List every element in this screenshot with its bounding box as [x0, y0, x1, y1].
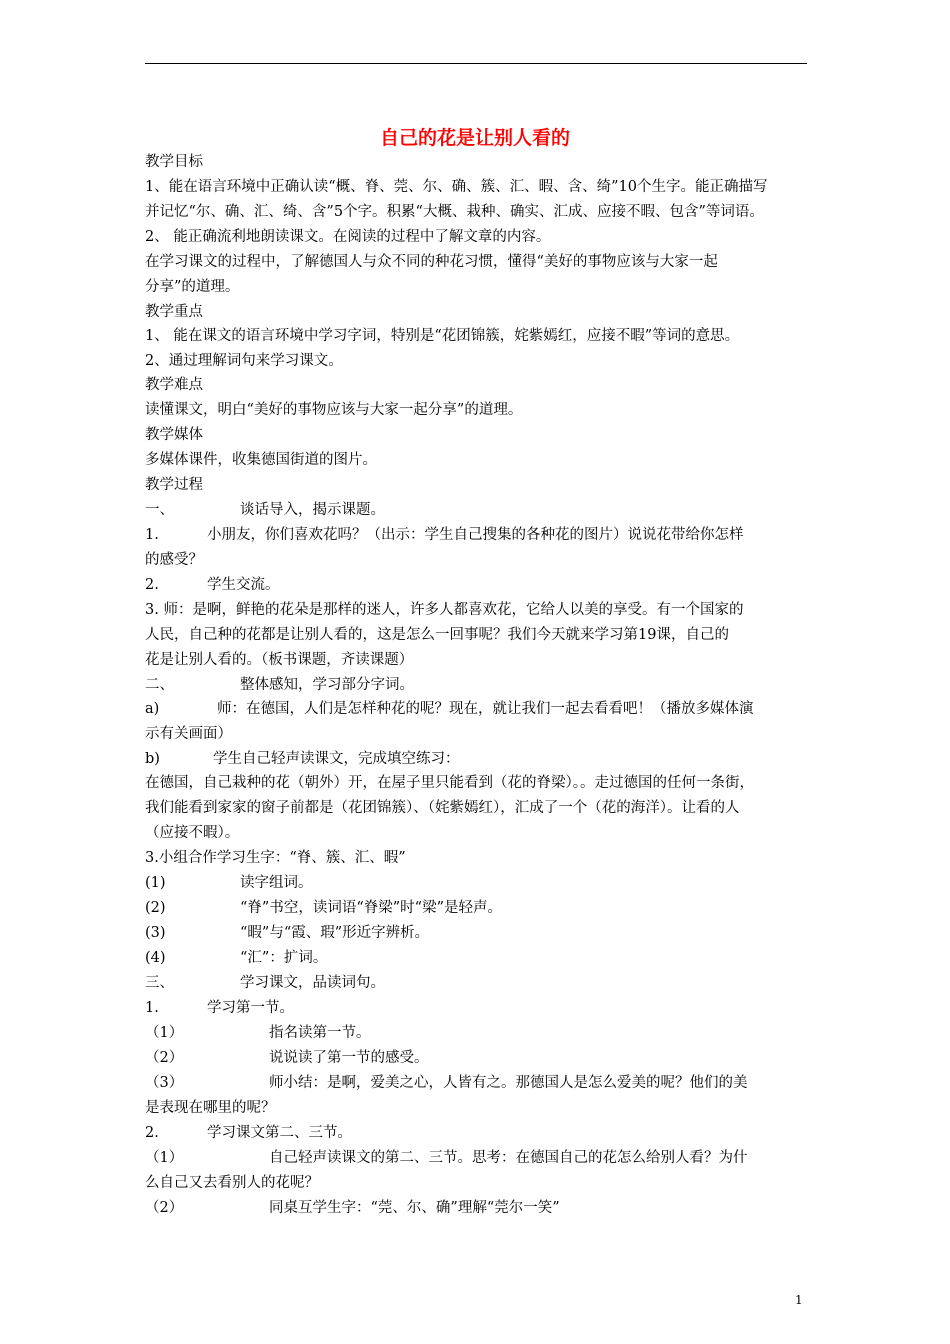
line-text: 花是让别人看的。（板书课题，齐读课题）: [145, 652, 414, 668]
text-line: [145, 823, 825, 843]
line-text: 说说读了第一节的感受。: [269, 1050, 429, 1066]
item-number: (4): [145, 950, 166, 966]
line-text: 3.小组合作学习生字：“脊、簇、汇、暇”: [145, 850, 406, 866]
line-text: 小朋友，你们喜欢花吗？（出示：学生自己搜集的各种花的图片）说说花带给你怎样: [207, 527, 744, 543]
item-number: （2）: [145, 1050, 184, 1066]
text-line: [145, 1023, 825, 1043]
item-number: (1): [145, 875, 166, 891]
text-line: [145, 351, 825, 371]
line-text: 指名读第一节。: [269, 1025, 371, 1041]
text-line: [145, 277, 825, 297]
line-text: 教学媒体: [145, 427, 203, 443]
line-text: 学习第一节。: [207, 1000, 294, 1016]
text-line: [145, 202, 825, 222]
item-number: 1.: [145, 527, 159, 543]
text-line: [145, 400, 825, 420]
line-text: 学生自己轻声读课文，完成填空练习：: [213, 751, 460, 767]
item-number: （1）: [145, 1150, 184, 1166]
text-line: [145, 375, 825, 395]
item-number: 三、: [145, 975, 174, 991]
item-number: （2）: [145, 1200, 184, 1216]
line-text: 教学重点: [145, 304, 203, 320]
text-line: [145, 1098, 825, 1118]
line-text: 整体感知，学习部分字词。: [240, 677, 414, 693]
text-line: [145, 302, 825, 322]
item-number: (2): [145, 900, 166, 916]
line-text: 1、 能在课文的语言环境中学习字词，特别是“花团锦簇，姹紫嫣红，应接不暇”等词的意思。: [145, 328, 740, 344]
page-number: 1: [795, 1293, 803, 1307]
text-line: [145, 550, 825, 570]
text-line: [145, 699, 825, 719]
text-line: [145, 650, 825, 670]
item-number: 一、: [145, 502, 174, 518]
line-text: 读懂课文，明白“美好的事物应该与大家一起分享”的道理。: [145, 402, 523, 418]
line-text: 同桌互学生字：“莞、尔、确”理解“莞尔一笑”: [269, 1200, 560, 1216]
text-line: [145, 773, 825, 793]
line-text: 学习课文第二、三节。: [207, 1125, 352, 1141]
text-line: [145, 798, 825, 818]
line-text: 分享”的道理。: [145, 279, 240, 295]
item-number: 2.: [145, 1125, 159, 1141]
line-text: 师小结：是啊，爱美之心，人皆有之。那德国人是怎么爱美的呢？他们的美: [269, 1075, 748, 1091]
line-text: 师：在德国，人们是怎样种花的呢？现在，就让我们一起去看看吧！（播放多媒体演: [217, 701, 754, 717]
text-line: [145, 948, 825, 968]
text-line: [145, 227, 825, 247]
line-text: 教学目标: [145, 154, 203, 170]
line-text: “暇”与“霞、瑕”形近字辨析。: [240, 925, 430, 941]
text-line: [145, 973, 825, 993]
line-text: 多媒体课件，收集德国街道的图片。: [145, 452, 377, 468]
line-text: 人民，自己种的花都是让别人看的，这是怎么一回事呢？我们今天就来学习第19课，自己的: [145, 627, 729, 643]
text-line: [145, 575, 825, 595]
line-text: 教学难点: [145, 377, 203, 393]
line-text: 2、 能正确流利地朗读课文。在阅读的过程中了解文章的内容。: [145, 229, 551, 245]
item-number: （1）: [145, 1025, 184, 1041]
text-line: [145, 675, 825, 695]
text-line: [145, 475, 825, 495]
line-text: 1、能在语言环境中正确认读“概、脊、莞、尔、确、簇、汇、暇、含、绮”10个生字。能正确描写: [145, 179, 768, 195]
text-line: [145, 998, 825, 1018]
text-line: [145, 1048, 825, 1068]
text-line: [145, 252, 825, 272]
item-number: b): [145, 751, 160, 767]
line-text: 学生交流。: [207, 577, 280, 593]
line-text: 在德国，自己栽种的花（朝外）开，在屋子里只能看到（花的脊梁）。。走过德国的任何一条街，: [145, 775, 754, 791]
text-line: [145, 326, 825, 346]
line-text: 的感受？: [145, 552, 203, 568]
text-line: [145, 525, 825, 545]
item-number: a): [145, 701, 160, 717]
text-line: [145, 500, 825, 520]
line-text: 我们能看到家家的窗子前都是（花团锦簇）、（姹紫嫣红），汇成了一个（花的海洋）。让看的人: [145, 800, 740, 816]
text-line: [145, 1198, 825, 1218]
text-line: [145, 625, 825, 645]
text-line: [145, 152, 825, 172]
text-line: [145, 1148, 825, 1168]
header-rule: [145, 63, 807, 64]
line-text: 教学过程: [145, 477, 203, 493]
text-line: [145, 1123, 825, 1143]
text-line: [145, 1073, 825, 1093]
line-text: 并记忆“尔、确、汇、绮、含”5个字。积累“大概、栽种、确实、汇成、应接不暇、包含”等词语。: [145, 204, 764, 220]
text-line: [145, 1173, 825, 1193]
item-number: （3）: [145, 1075, 184, 1091]
line-text: 自己轻声读课文的第二、三节。思考：在德国自己的花怎么给别人看？为什: [269, 1150, 748, 1166]
text-line: [145, 848, 825, 868]
line-text: 在学习课文的过程中，了解德国人与众不同的种花习惯，懂得“美好的事物应该与大家一起: [145, 254, 718, 270]
text-line: [145, 425, 825, 445]
document-title: 自己的花是让别人看的: [379, 127, 570, 149]
text-line: [145, 898, 825, 918]
line-text: 2、通过理解词句来学习课文。: [145, 353, 343, 369]
line-text: 读字组词。: [240, 875, 313, 891]
text-line: [145, 923, 825, 943]
line-text: （应接不暇）。: [145, 825, 240, 841]
line-text: 学习课文，品读词句。: [240, 975, 385, 991]
text-line: [145, 724, 825, 744]
line-text: “脊”书空，读词语“脊梁”时“梁”是轻声。: [240, 900, 502, 916]
text-line: [145, 873, 825, 893]
line-text: 是表现在哪里的呢？: [145, 1100, 276, 1116]
line-text: 3. 师：是啊，鲜艳的花朵是那样的迷人，许多人都喜欢花，它给人以美的享受。有一个国家的: [145, 602, 744, 618]
item-number: 1.: [145, 1000, 159, 1016]
text-line: [145, 749, 825, 769]
text-line: [145, 450, 825, 470]
item-number: (3): [145, 925, 166, 941]
line-text: 谈话导入，揭示课题。: [240, 502, 385, 518]
line-text: 么自己又去看别人的花呢？: [145, 1175, 319, 1191]
line-text: 示有关画面）: [145, 726, 232, 742]
text-line: [145, 177, 825, 197]
item-number: 2.: [145, 577, 159, 593]
item-number: 二、: [145, 677, 174, 693]
text-line: [145, 600, 825, 620]
line-text: “汇”：扩词。: [240, 950, 328, 966]
